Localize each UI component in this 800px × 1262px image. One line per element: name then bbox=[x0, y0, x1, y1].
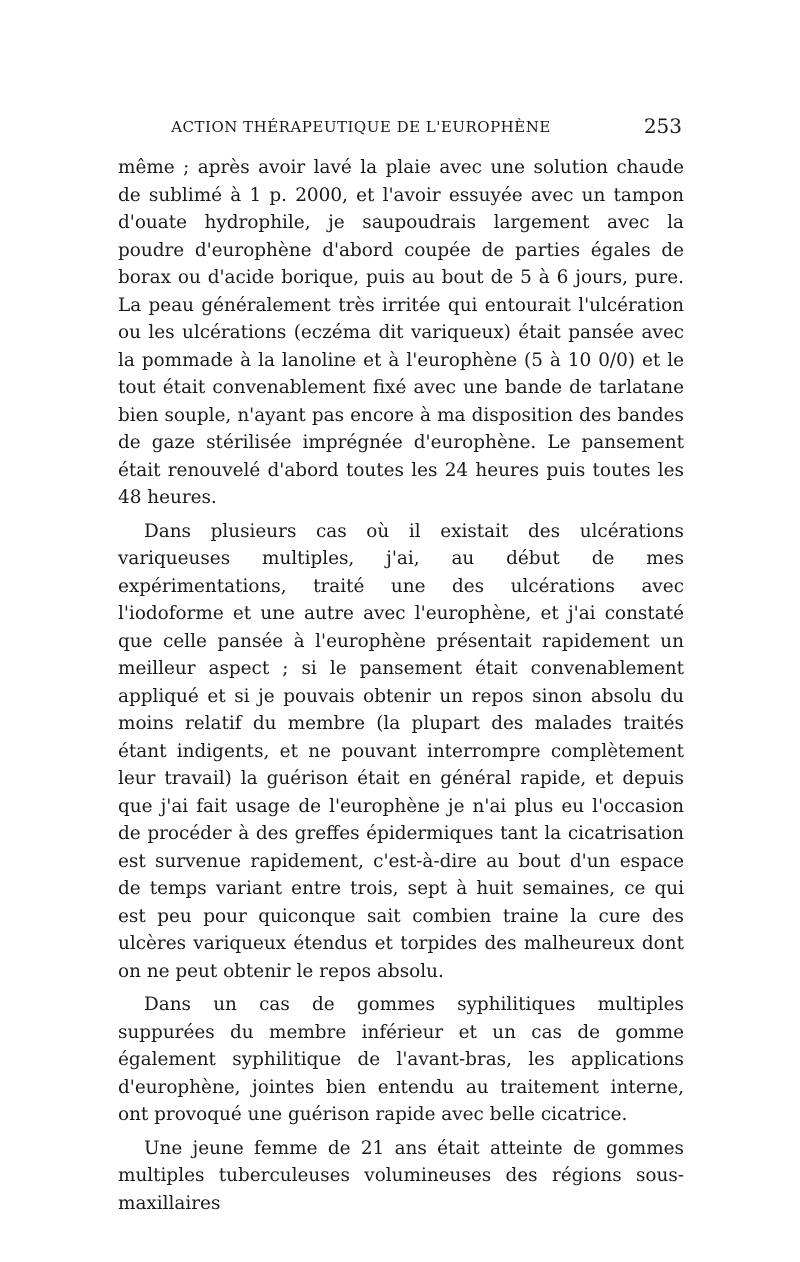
page-number: 253 bbox=[643, 114, 682, 138]
paragraph-2: Dans plusieurs cas où il existait des ulcérations variqueuses multiples, j'ai, au début de mes expérimentations, traité une des ulcérations avec l'iodoforme et une autre avec l'europhène, et j'ai constaté que celle pansée à l'europhène présentait rapidement un meilleur aspect ; si le pansement était convenablement appliqué et si je pouvais obtenir un repos sinon absolu du moins relatif du membre (la plupart des malades traités étant indigents, et ne pouvant interrompre complètement leur travail) la guérison était en général rapide, et depuis que j'ai fait usage de l'europhène je n'ai plus eu l'occasion de procéder à des greffes épidermiques tant la cicatrisation est survenue rapidement, c'est-à-dire au bout d'un espace de temps variant entre trois, sept à huit semaines, ce qui est peu pour quiconque sait combien traine la cure des ulcères variqueux étendus et torpides des malheureux dont on ne peut obtenir le repos absolu. bbox=[118, 520, 684, 982]
running-header bbox=[118, 114, 684, 142]
paragraph-1: même ; après avoir lavé la plaie avec une solution chaude de sublimé à 1 p. 2000, et l'avoir essuyée avec un tampon d'ouate hydrophile, je saupoudrais largement avec la poudre d'europhène d'abord coupée de parties égales de borax ou d'acide borique, puis au bout de 5 à 6 jours, pure. La peau généralement très irritée qui entourait l'ulcération ou les ulcérations (eczéma dit variqueux) était pansée avec la pommade à la lanoline et à l'europhène (5 à 10 0/0) et le tout était convenablement fixé avec une bande de tarlatane bien souple, n'ayant pas encore à ma disposition des bandes de gaze stérilisée imprégnée d'europhène. Le pansement était renouvelé d'abord toutes les 24 heures puis toutes les 48 heures. bbox=[118, 157, 684, 508]
body-text bbox=[118, 154, 684, 1217]
paragraph-4: Une jeune femme de 21 ans était atteinte de gommes multiples tuberculeuses volumineuses des régions sous-maxillaires bbox=[118, 1137, 684, 1214]
running-title: ACTION THÉRAPEUTIQUE DE L'EUROPHÈNE bbox=[171, 118, 551, 136]
paragraph-3: Dans un cas de gommes syphilitiques multiples suppurées du membre inférieur et un cas de gomme également syphilitique de l'avant-bras, les applications d'europhène, jointes bien entendu au traitement interne, ont provoqué une guérison rapide avec belle cicatrice. bbox=[118, 994, 684, 1125]
